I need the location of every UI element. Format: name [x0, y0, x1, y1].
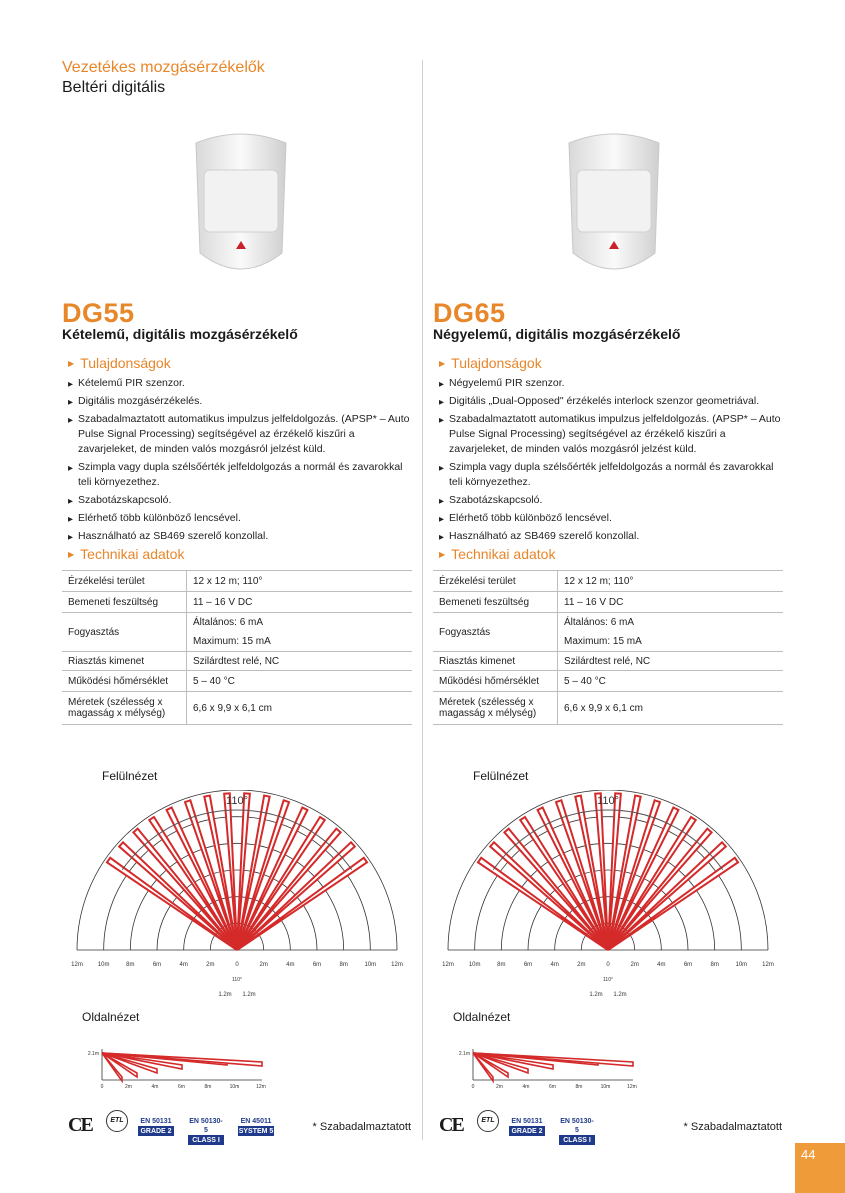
detector-image	[182, 125, 300, 280]
top-view-diagram	[433, 790, 783, 1000]
axis-tick-label: 10m	[735, 962, 748, 968]
etl-listed-icon: ETL	[477, 1110, 499, 1132]
side-view-label: Oldalnézet	[82, 1010, 140, 1024]
spec-value	[558, 671, 784, 692]
cert-class: CLASS I	[188, 1136, 224, 1145]
spec-key: Működési hőmérséklet	[433, 671, 558, 692]
near-range-label: 1.2m	[613, 992, 627, 998]
spec-row	[62, 692, 412, 725]
feature-item: ▶ Digitális mozgásérzékelés.	[68, 394, 414, 409]
feature-item: ▶ Szabotázskapcsoló.	[68, 493, 414, 508]
axis-tick-label: 4m	[657, 962, 666, 968]
features-heading: ▶ Tulajdonságok	[68, 355, 171, 371]
side-tick-label: 12m	[627, 1084, 637, 1090]
feature-item: ▶ Elérhető több különböző lencsével.	[439, 511, 785, 526]
page-number-tab	[795, 1143, 845, 1193]
patent-footnote: * Szabadalmaztatott	[312, 1121, 411, 1133]
spec-row	[62, 613, 412, 652]
height-label: 2.1m	[87, 1051, 99, 1057]
axis-tick-label: 10m	[468, 962, 481, 968]
side-tick-label: 2m	[125, 1084, 132, 1090]
side-tick-label: 6m	[549, 1084, 556, 1090]
side-tick-label: 8m	[575, 1084, 583, 1090]
tech-heading: ▶ Technikai adatok	[439, 546, 555, 562]
spec-key: Bemeneti feszültség	[433, 592, 558, 613]
spec-value-line: Szilárdtest relé, NC	[564, 655, 651, 667]
spec-value-line: 6,6 x 9,9 x 6,1 cm	[564, 702, 643, 714]
ce-mark-icon: CE	[68, 1114, 92, 1136]
angle-arc	[493, 810, 722, 870]
cert-badge	[238, 1117, 274, 1135]
model-name: DG55	[62, 298, 135, 328]
spec-row	[433, 652, 783, 671]
axis-tick-label: 12m	[442, 962, 454, 968]
side-tick-label: 2m	[496, 1084, 503, 1090]
spec-table	[433, 570, 783, 725]
near-range-label: 1.2m	[242, 992, 256, 998]
feature-item: ▶ Kételemű PIR szenzor.	[68, 376, 414, 391]
axis-tick-label: 4m	[179, 962, 188, 968]
spec-value-line: 5 – 40 °C	[564, 675, 606, 687]
spec-row	[433, 592, 783, 613]
spec-value	[187, 671, 413, 692]
feature-list	[439, 376, 785, 547]
axis-tick-label: 6m	[683, 962, 693, 968]
spec-value	[558, 692, 784, 725]
spec-key: Érzékelési terület	[433, 571, 558, 592]
spec-value-line: 12 x 12 m; 110°	[193, 575, 263, 587]
spec-value	[187, 613, 413, 652]
axis-tick-label: 10m	[364, 962, 377, 968]
cert-standard: EN 45011	[238, 1117, 274, 1127]
axis-tick-label: 8m	[497, 962, 506, 968]
spec-value-line: 12 x 12 m; 110°	[564, 575, 634, 587]
spec-row	[62, 592, 412, 613]
detector-image	[555, 125, 673, 280]
spec-value-line: 6,6 x 9,9 x 6,1 cm	[193, 702, 272, 714]
spec-key: Riasztás kimenet	[433, 652, 558, 671]
spec-row	[62, 652, 412, 671]
axis-tick-label: 2m	[259, 962, 268, 968]
cert-badge	[188, 1117, 224, 1144]
feature-item: ▶ Szabadalmaztatott automatikus impulzus jelfeldolgozás. (APSP* – Auto Pulse Signal Processing) segítségével az érzékelő kiszűri a zavarjeleket, de minden valós mozgásról jelzést küld.	[439, 412, 785, 457]
top-view-label: Felülnézet	[473, 769, 529, 783]
spec-row	[62, 571, 412, 592]
etl-listed-icon: ETL	[106, 1110, 128, 1132]
spec-value-line: 11 – 16 V DC	[564, 596, 624, 608]
cert-standard: EN 50130-5	[189, 1118, 223, 1134]
axis-tick-label: 8m	[339, 962, 348, 968]
spec-value	[187, 692, 413, 725]
spec-value-line: 11 – 16 V DC	[193, 596, 253, 608]
spec-key: Méretek (szélesség x magasság x mélység)	[433, 692, 558, 725]
side-tick-label: 10m	[600, 1084, 611, 1090]
category-title: Vezetékes mozgásérzékelők	[62, 59, 265, 76]
product-column-dg65	[433, 0, 788, 1193]
cert-class: GRADE 2	[138, 1127, 174, 1136]
side-tick-label: 0	[100, 1084, 104, 1090]
side-tick-label: 4m	[151, 1084, 159, 1090]
spec-key: Bemeneti feszültség	[62, 592, 187, 613]
side-tick-label: 8m	[204, 1084, 212, 1090]
spec-value-line: Általános: 6 mA	[193, 617, 264, 628]
height-label: 2.1m	[458, 1051, 470, 1057]
spec-value-line: 5 – 40 °C	[193, 675, 235, 687]
spec-key: Méretek (szélesség x magasság x mélység)	[62, 692, 187, 725]
spec-key: Riasztás kimenet	[62, 652, 187, 671]
features-heading: ▶ Tulajdonságok	[439, 355, 542, 371]
spec-value	[187, 652, 413, 671]
near-range-label: 1.2m	[589, 992, 603, 998]
near-range-label: 1.2m	[218, 992, 232, 998]
feature-item: ▶ Használható az SB469 szerelő konzollal.	[439, 529, 785, 544]
axis-tick-label: 12m	[71, 962, 83, 968]
spec-value	[187, 571, 413, 592]
cert-standard: EN 50131	[509, 1117, 545, 1127]
side-tick-label: 4m	[522, 1084, 530, 1090]
axis-tick-label: 4m	[550, 962, 559, 968]
spec-key: Fogyasztás	[433, 613, 558, 652]
side-view-diagram	[62, 1040, 412, 1095]
axis-tick-label: 12m	[391, 962, 403, 968]
cert-standard: EN 50130-5	[560, 1118, 594, 1134]
cert-class: GRADE 2	[509, 1127, 545, 1136]
cert-class: CLASS I	[559, 1136, 595, 1145]
angle-label: 110°	[226, 795, 248, 807]
cert-standard: EN 50131	[138, 1117, 174, 1127]
spec-key: Érzékelési terület	[62, 571, 187, 592]
side-tick-label: 6m	[178, 1084, 185, 1090]
spec-row	[433, 613, 783, 652]
spec-value-line: Maximum: 15 mA	[193, 636, 271, 647]
spec-value	[558, 613, 784, 652]
spec-value-line: Szilárdtest relé, NC	[193, 655, 280, 667]
model-name: DG65	[433, 298, 506, 328]
small-angle-label: 110°	[232, 977, 242, 983]
spec-row	[433, 692, 783, 725]
axis-tick-label: 8m	[126, 962, 135, 968]
feature-item: ▶ Szabotázskapcsoló.	[439, 493, 785, 508]
side-view-label: Oldalnézet	[453, 1010, 511, 1024]
spec-value-line: Általános: 6 mA	[564, 617, 635, 628]
axis-tick-label: 12m	[762, 962, 774, 968]
feature-item: ▶ Elérhető több különböző lencsével.	[68, 511, 414, 526]
axis-tick-label: 6m	[523, 962, 533, 968]
spec-value	[558, 592, 784, 613]
spec-value	[558, 652, 784, 671]
cert-badge	[559, 1117, 595, 1144]
spec-row	[433, 671, 783, 692]
spec-key: Fogyasztás	[62, 613, 187, 652]
feature-item: ▶ Szimpla vagy dupla szélsőérték jelfeldolgozás a normál és zavarokkal teli környezethez.	[68, 460, 414, 490]
model-subtitle: Kételemű, digitális mozgásérzékelő	[62, 326, 298, 342]
patent-footnote: * Szabadalmaztatott	[683, 1121, 782, 1133]
spec-value	[558, 571, 784, 592]
axis-tick-label: 0	[235, 962, 239, 968]
column-divider	[422, 60, 423, 1140]
side-tick-label: 12m	[256, 1084, 266, 1090]
spec-table	[62, 570, 412, 725]
axis-tick-label: 6m	[312, 962, 322, 968]
feature-item: ▶ Szabadalmaztatott automatikus impulzus jelfeldolgozás. (APSP* – Auto Pulse Signal Processing) segítségével az érzékelő kiszűri a zavarjeleket, de minden valós mozgásról jelzést küld.	[68, 412, 414, 457]
tech-heading: ▶ Technikai adatok	[68, 546, 184, 562]
axis-tick-label: 6m	[152, 962, 162, 968]
axis-tick-label: 2m	[206, 962, 215, 968]
model-subtitle: Négyelemű, digitális mozgásérzékelő	[433, 326, 681, 342]
angle-label: 110°	[597, 795, 619, 807]
cert-class: SYSTEM 5	[238, 1128, 274, 1135]
ce-mark-icon: CE	[439, 1114, 463, 1136]
axis-tick-label: 2m	[630, 962, 639, 968]
page-number: 44	[801, 1147, 816, 1162]
cert-badge	[509, 1117, 545, 1135]
spec-value	[187, 592, 413, 613]
feature-item: ▶ Szimpla vagy dupla szélsőérték jelfeldolgozás a normál és zavarokkal teli környezethez.	[439, 460, 785, 490]
small-angle-label: 110°	[603, 977, 613, 983]
side-view-diagram	[433, 1040, 783, 1095]
feature-list	[68, 376, 414, 547]
side-tick-label: 10m	[229, 1084, 240, 1090]
top-view-label: Felülnézet	[102, 769, 158, 783]
side-tick-label: 0	[471, 1084, 475, 1090]
axis-tick-label: 2m	[577, 962, 586, 968]
feature-item: ▶ Használható az SB469 szerelő konzollal.	[68, 529, 414, 544]
axis-tick-label: 4m	[286, 962, 295, 968]
axis-tick-label: 10m	[97, 962, 110, 968]
angle-arc	[122, 810, 351, 870]
top-view-diagram	[62, 790, 412, 1000]
spec-row	[62, 671, 412, 692]
feature-item: ▶ Négyelemű PIR szenzor.	[439, 376, 785, 391]
feature-item: ▶ Digitális „Dual-Opposed" érzékelés interlock szenzor geometriával.	[439, 394, 785, 409]
spec-value-line: Maximum: 15 mA	[564, 636, 642, 647]
spec-key: Működési hőmérséklet	[62, 671, 187, 692]
product-column-dg55	[62, 0, 417, 1193]
axis-tick-label: 8m	[710, 962, 719, 968]
axis-tick-label: 0	[606, 962, 610, 968]
subcategory-title: Beltéri digitális	[62, 79, 166, 96]
spec-row	[433, 571, 783, 592]
cert-badge	[138, 1117, 174, 1135]
